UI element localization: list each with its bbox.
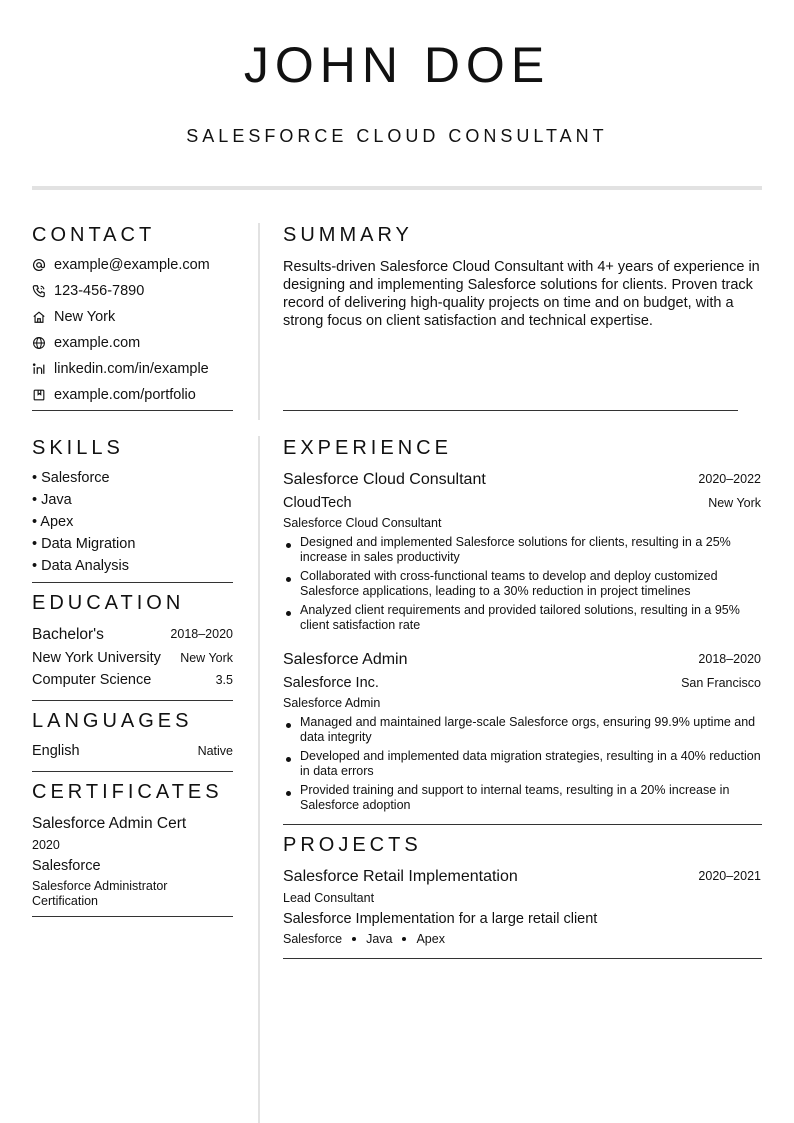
job-dates: 2020–2022 bbox=[698, 472, 761, 486]
education-gpa: 3.5 bbox=[215, 673, 233, 687]
contact-location-text: New York bbox=[54, 309, 116, 325]
contact-phone[interactable] bbox=[32, 281, 144, 301]
education-school: New York University bbox=[32, 650, 161, 666]
skill-item: • Apex bbox=[32, 514, 74, 530]
column-divider-top bbox=[258, 223, 260, 420]
contact-divider bbox=[32, 410, 233, 411]
project-tech-list bbox=[283, 932, 445, 946]
skills-divider bbox=[32, 582, 233, 583]
project-role: Lead Consultant bbox=[283, 891, 375, 905]
projects-heading: PROJECTS bbox=[283, 834, 422, 856]
skills-heading: SKILLS bbox=[32, 437, 124, 459]
summary-text: Results-driven Salesforce Cloud Consultant with 4+ years of experience in designing and implementing Salesforce solutions for clients. Proven track record of delivering high-quality projects on time and on budget, with a strong focus on client satisfaction and technical expertise. bbox=[283, 259, 760, 329]
job-bullet: Designed and implemented Salesforce solutions for clients, resulting in a 25% increase in sales productivity bbox=[283, 535, 761, 565]
contact-linkedin-text: linkedin.com/in/example bbox=[54, 361, 209, 377]
job-bullet: Provided training and support to internal teams, resulting in a 20% increase in Salesforce adoption bbox=[283, 783, 761, 813]
tech-separator bbox=[402, 937, 406, 941]
contact-email-text: example@example.com bbox=[54, 257, 210, 273]
job-role: Salesforce Cloud Consultant bbox=[283, 516, 442, 530]
project-description: Salesforce Implementation for a large retail client bbox=[283, 911, 598, 927]
job-dates: 2018–2020 bbox=[698, 652, 761, 666]
contact-portfolio-text: example.com/portfolio bbox=[54, 387, 196, 403]
phone-icon bbox=[32, 284, 46, 298]
education-dates: 2018–2020 bbox=[170, 627, 233, 641]
job-bullet: Collaborated with cross-functional teams to develop and deploy customized Salesforce applications, leading to a 30% reduction in project timelines bbox=[283, 569, 761, 599]
at-icon bbox=[32, 258, 46, 272]
job-bullet: Managed and maintained large-scale Salesforce orgs, ensuring 99.9% uptime and data integrity bbox=[283, 715, 761, 745]
education-divider bbox=[32, 700, 233, 701]
home-icon bbox=[32, 310, 46, 324]
contact-website[interactable] bbox=[32, 333, 140, 353]
contact-location bbox=[32, 307, 115, 327]
globe-icon bbox=[32, 336, 46, 350]
certificate-name: Salesforce Admin Cert bbox=[32, 815, 187, 832]
certificates-divider bbox=[32, 916, 233, 917]
tech-separator bbox=[352, 937, 356, 941]
languages-heading: LANGUAGES bbox=[32, 710, 193, 732]
experience-divider bbox=[283, 824, 762, 825]
column-divider-bottom bbox=[258, 436, 260, 1123]
job-title: Salesforce Cloud Consultant bbox=[283, 471, 486, 488]
education-heading: EDUCATION bbox=[32, 592, 185, 614]
contact-website-text: example.com bbox=[54, 335, 141, 351]
languages-divider bbox=[32, 771, 233, 772]
contact-phone-text: 123-456-7890 bbox=[54, 283, 145, 299]
contact-linkedin[interactable] bbox=[32, 359, 209, 379]
candidate-title: SALESFORCE CLOUD CONSULTANT bbox=[186, 126, 608, 146]
project-tech: Java bbox=[366, 932, 393, 946]
skill-item: • Data Migration bbox=[32, 536, 136, 552]
job-role: Salesforce Admin bbox=[283, 696, 381, 710]
contact-email[interactable] bbox=[32, 255, 210, 275]
experience-heading: EXPERIENCE bbox=[283, 437, 452, 459]
language-level: Native bbox=[197, 744, 233, 758]
portfolio-icon bbox=[32, 388, 46, 402]
summary-heading: SUMMARY bbox=[283, 224, 413, 246]
project-title: Salesforce Retail Implementation bbox=[283, 868, 518, 885]
header-divider bbox=[32, 186, 762, 190]
job-bullet: Developed and implemented data migration strategies, resulting in a 40% reduction in data errors bbox=[283, 749, 761, 779]
job-company: CloudTech bbox=[283, 495, 352, 511]
skill-item: • Java bbox=[32, 492, 72, 508]
language-name: English bbox=[32, 743, 80, 759]
summary-divider bbox=[283, 410, 738, 411]
job-bullet: Analyzed client requirements and provided tailored solutions, resulting in a 95% client satisfaction rate bbox=[283, 603, 761, 633]
project-tech: Apex bbox=[416, 932, 445, 946]
education-degree: Bachelor's bbox=[32, 626, 104, 643]
job-company: Salesforce Inc. bbox=[283, 675, 379, 691]
job-location: New York bbox=[708, 496, 761, 510]
certificate-description: Salesforce Administrator bbox=[32, 879, 168, 893]
job-title: Salesforce Admin bbox=[283, 651, 408, 668]
education-field: Computer Science bbox=[32, 672, 152, 688]
linkedin-icon bbox=[32, 362, 46, 376]
contact-portfolio[interactable] bbox=[32, 385, 196, 405]
job-bullets bbox=[283, 535, 761, 637]
project-tech: Salesforce bbox=[283, 932, 343, 946]
candidate-name: JOHN DOE bbox=[243, 37, 551, 93]
certificate-description: Certification bbox=[32, 894, 98, 908]
skill-item: • Data Analysis bbox=[32, 558, 129, 574]
project-dates: 2020–2021 bbox=[698, 869, 761, 883]
job-location: San Francisco bbox=[681, 676, 761, 690]
projects-divider bbox=[283, 958, 762, 959]
certificate-issuer: Salesforce bbox=[32, 858, 101, 874]
education-location: New York bbox=[180, 651, 233, 665]
certificate-year: 2020 bbox=[32, 838, 60, 852]
contact-heading: CONTACT bbox=[32, 224, 156, 246]
skill-item: • Salesforce bbox=[32, 470, 110, 486]
certificates-heading: CERTIFICATES bbox=[32, 781, 223, 803]
job-bullets bbox=[283, 715, 761, 817]
